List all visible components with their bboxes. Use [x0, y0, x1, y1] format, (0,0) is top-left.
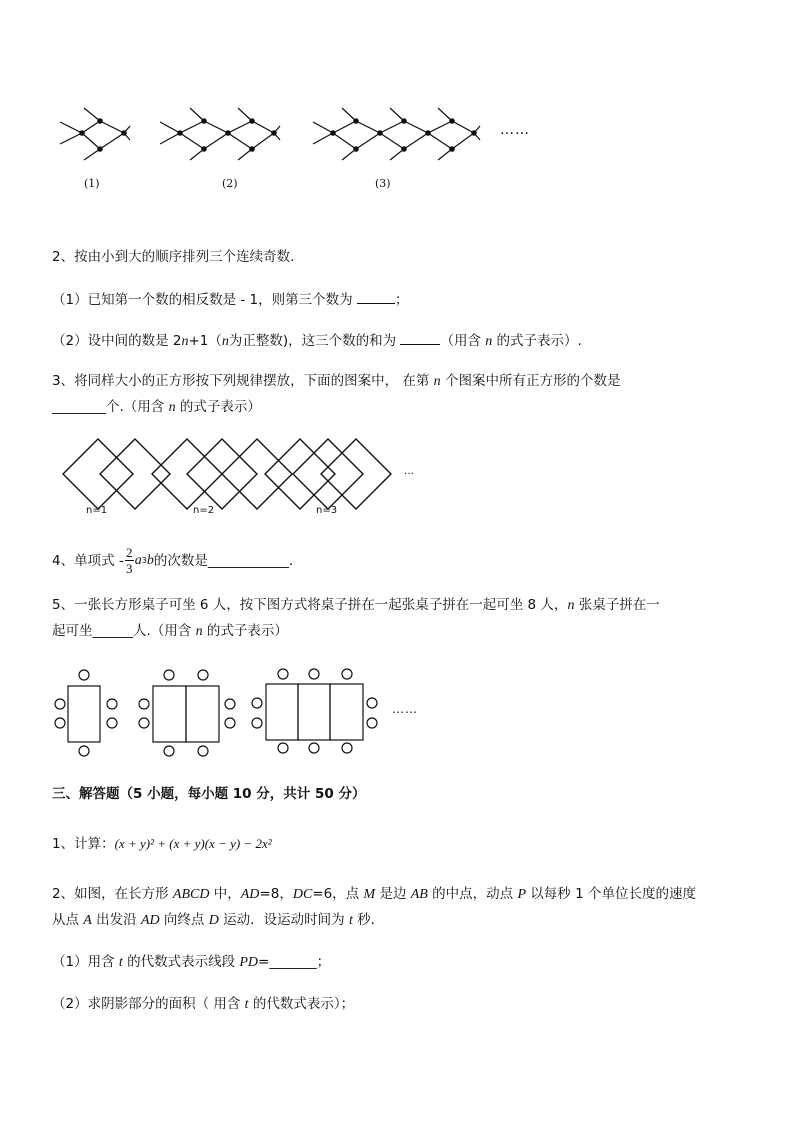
q3-blank: ________ [52, 399, 106, 415]
s2-p: P [517, 887, 527, 902]
q2-var-n: n [181, 334, 189, 349]
s2-line2 [52, 910, 384, 931]
q3-ellipsis: … [404, 466, 414, 477]
q5-line2-b: 人.（用含 [133, 623, 196, 639]
q5-line2 [52, 621, 288, 642]
q3-line1-a: 3、将同样大小的正方形按下列规律摆放，下面的图案中， 在第 [52, 373, 434, 389]
q5-line2-a: 起可坐 [52, 623, 93, 639]
s2-p1-c: = [258, 954, 270, 970]
s2-l2-a: 从点 [52, 912, 84, 928]
s2-l1-b: 中， [209, 886, 241, 902]
q4-var-a: a [134, 552, 142, 568]
q3-line2 [52, 397, 261, 418]
s2-l2-e: 秒． [352, 912, 385, 928]
q5-ellipsis: …… [392, 702, 418, 716]
q2-part2-text-b: +1（ [188, 333, 222, 349]
s2-l1-f: 的中点，动点 [427, 886, 518, 902]
chain-figure-2 [160, 108, 280, 160]
chain-label-2: (2) [222, 177, 238, 190]
q3-label-n1: n=1 [86, 505, 108, 516]
s2-line1 [52, 884, 696, 905]
s2-p1-t: t [118, 955, 123, 970]
q2-part2 [52, 330, 582, 352]
diamond-figure-n3 [265, 439, 391, 509]
s1-expression: (x + y)² + (x + y)(x − y) − 2x² [114, 836, 272, 851]
q4-fraction-den: 3 [126, 561, 133, 576]
q4-exponent: 3 [141, 555, 147, 565]
s2-p1-a: （1）用含 [52, 954, 119, 970]
table-figure-1 [55, 670, 117, 756]
q2-var-n3: n [485, 334, 493, 349]
s2-ad2: AD [140, 913, 160, 928]
q2-part1-end: ； [394, 292, 409, 308]
s2-p2-a: （2）求阴影部分的面积（ 用含 [52, 996, 245, 1012]
s2-l1-c: =8， [259, 886, 293, 902]
q4-fraction-num: 2 [126, 545, 133, 560]
q2-var-n2: n [221, 334, 229, 349]
s2-p1-d: ； [316, 954, 331, 970]
q5-line1-text: 5、一张长方形桌子可坐 6 人，按下图方式将桌子拼在一起张桌子拼在一起可坐 8 人， [52, 597, 568, 613]
q2-part1-text: （1）已知第一个数的相反数是 - 1，则第三个数为 [52, 292, 357, 308]
s2-a: A [83, 913, 92, 928]
q3-var-n2: n [168, 400, 176, 415]
q4-text-a: 4、单项式 - [52, 552, 124, 569]
s2-part1 [52, 952, 330, 973]
q5-line1-b: 张桌子拼在一 [574, 597, 660, 613]
q3-line1 [52, 371, 620, 392]
q5-var-n2: n [195, 624, 203, 639]
s2-p1-pd: PD [239, 955, 259, 970]
s1-label: 1、计算： [52, 836, 115, 852]
s2-dc: DC [292, 887, 313, 902]
q3-line1-b: 个图案中所有正方形的个数是 [440, 373, 621, 389]
s2-p2-b: 的代数式表示）； [248, 996, 355, 1012]
diamond-figure-n1 [63, 439, 170, 509]
q3-label-n2: n=2 [193, 505, 215, 516]
q2-stem: 2、按由小到大的顺序排列三个连续奇数. [52, 249, 295, 265]
q3-var-n: n [433, 374, 441, 389]
q5-line2-c: 的式子表示） [202, 623, 288, 639]
q5-var-n: n [567, 598, 575, 613]
s2-abcd: ABCD [172, 887, 210, 902]
s2-ab: AB [410, 887, 428, 902]
q4-blank: ____________ [207, 552, 289, 569]
s2-m: M [363, 887, 376, 902]
q4-text-c: . [288, 552, 294, 569]
tables-figure [0, 666, 794, 776]
q4-line [52, 546, 293, 575]
s2-l2-b: 出发沿 [91, 912, 141, 928]
s2-l1-d: =6，点 [312, 886, 364, 902]
q2-part2-blank [400, 330, 440, 345]
s2-part2 [52, 994, 354, 1015]
s2-t: t [348, 913, 353, 928]
q4-var-b: b [146, 552, 154, 568]
q5-line1 [52, 595, 660, 616]
q2-part1-blank [357, 289, 395, 304]
s2-p1-blank: _______ [269, 954, 317, 970]
q5-blank: ______ [92, 623, 133, 639]
s1-line [52, 834, 272, 854]
s2-l2-c: 向终点 [159, 912, 209, 928]
chain-pattern-figure [0, 0, 794, 200]
s2-ad: AD [240, 887, 260, 902]
s2-l2-d: 运动．设运动时间为 [218, 912, 349, 928]
q2-part2-text-c: 为正整数)，这三个数的和为 [228, 333, 401, 349]
s2-p1-b: 的代数式表示线段 [122, 954, 240, 970]
chain-label-3: (3) [375, 177, 391, 190]
q2-part2-text-a: （2）设中间的数是 2 [52, 333, 182, 349]
q2-part2-text-e: 的式子表示）. [492, 333, 582, 349]
diamond-figure-n2 [152, 439, 292, 509]
table-figure-3 [252, 669, 377, 753]
s2-d: D [208, 913, 219, 928]
q3-label-n3: n=3 [316, 505, 338, 516]
s2-l1-e: 是边 [375, 886, 411, 902]
s2-l1-g: 以每秒 1 个单位长度的速度 [526, 886, 696, 902]
q2-part1 [52, 289, 408, 310]
s2-p2-t: t [244, 997, 249, 1012]
q3-line2-b: 的式子表示） [175, 399, 261, 415]
chain-figure-3 [313, 108, 480, 160]
q4-fraction [125, 546, 134, 575]
chain-label-1: (1) [84, 177, 100, 190]
diamond-squares-figure [0, 436, 794, 516]
q4-text-b: 的次数是 [153, 552, 208, 569]
q3-line2-a: 个.（用含 [106, 399, 169, 415]
section3-heading: 三、解答题（5 小题，每小题 10 分，共计 50 分） [52, 786, 366, 802]
chain-ellipsis: …… [500, 122, 530, 138]
q2-part2-text-d: （用含 [440, 333, 486, 349]
table-figure-2 [139, 670, 235, 756]
s2-l1-a: 2、如图，在长方形 [52, 886, 173, 902]
chain-figure-1 [60, 108, 130, 160]
